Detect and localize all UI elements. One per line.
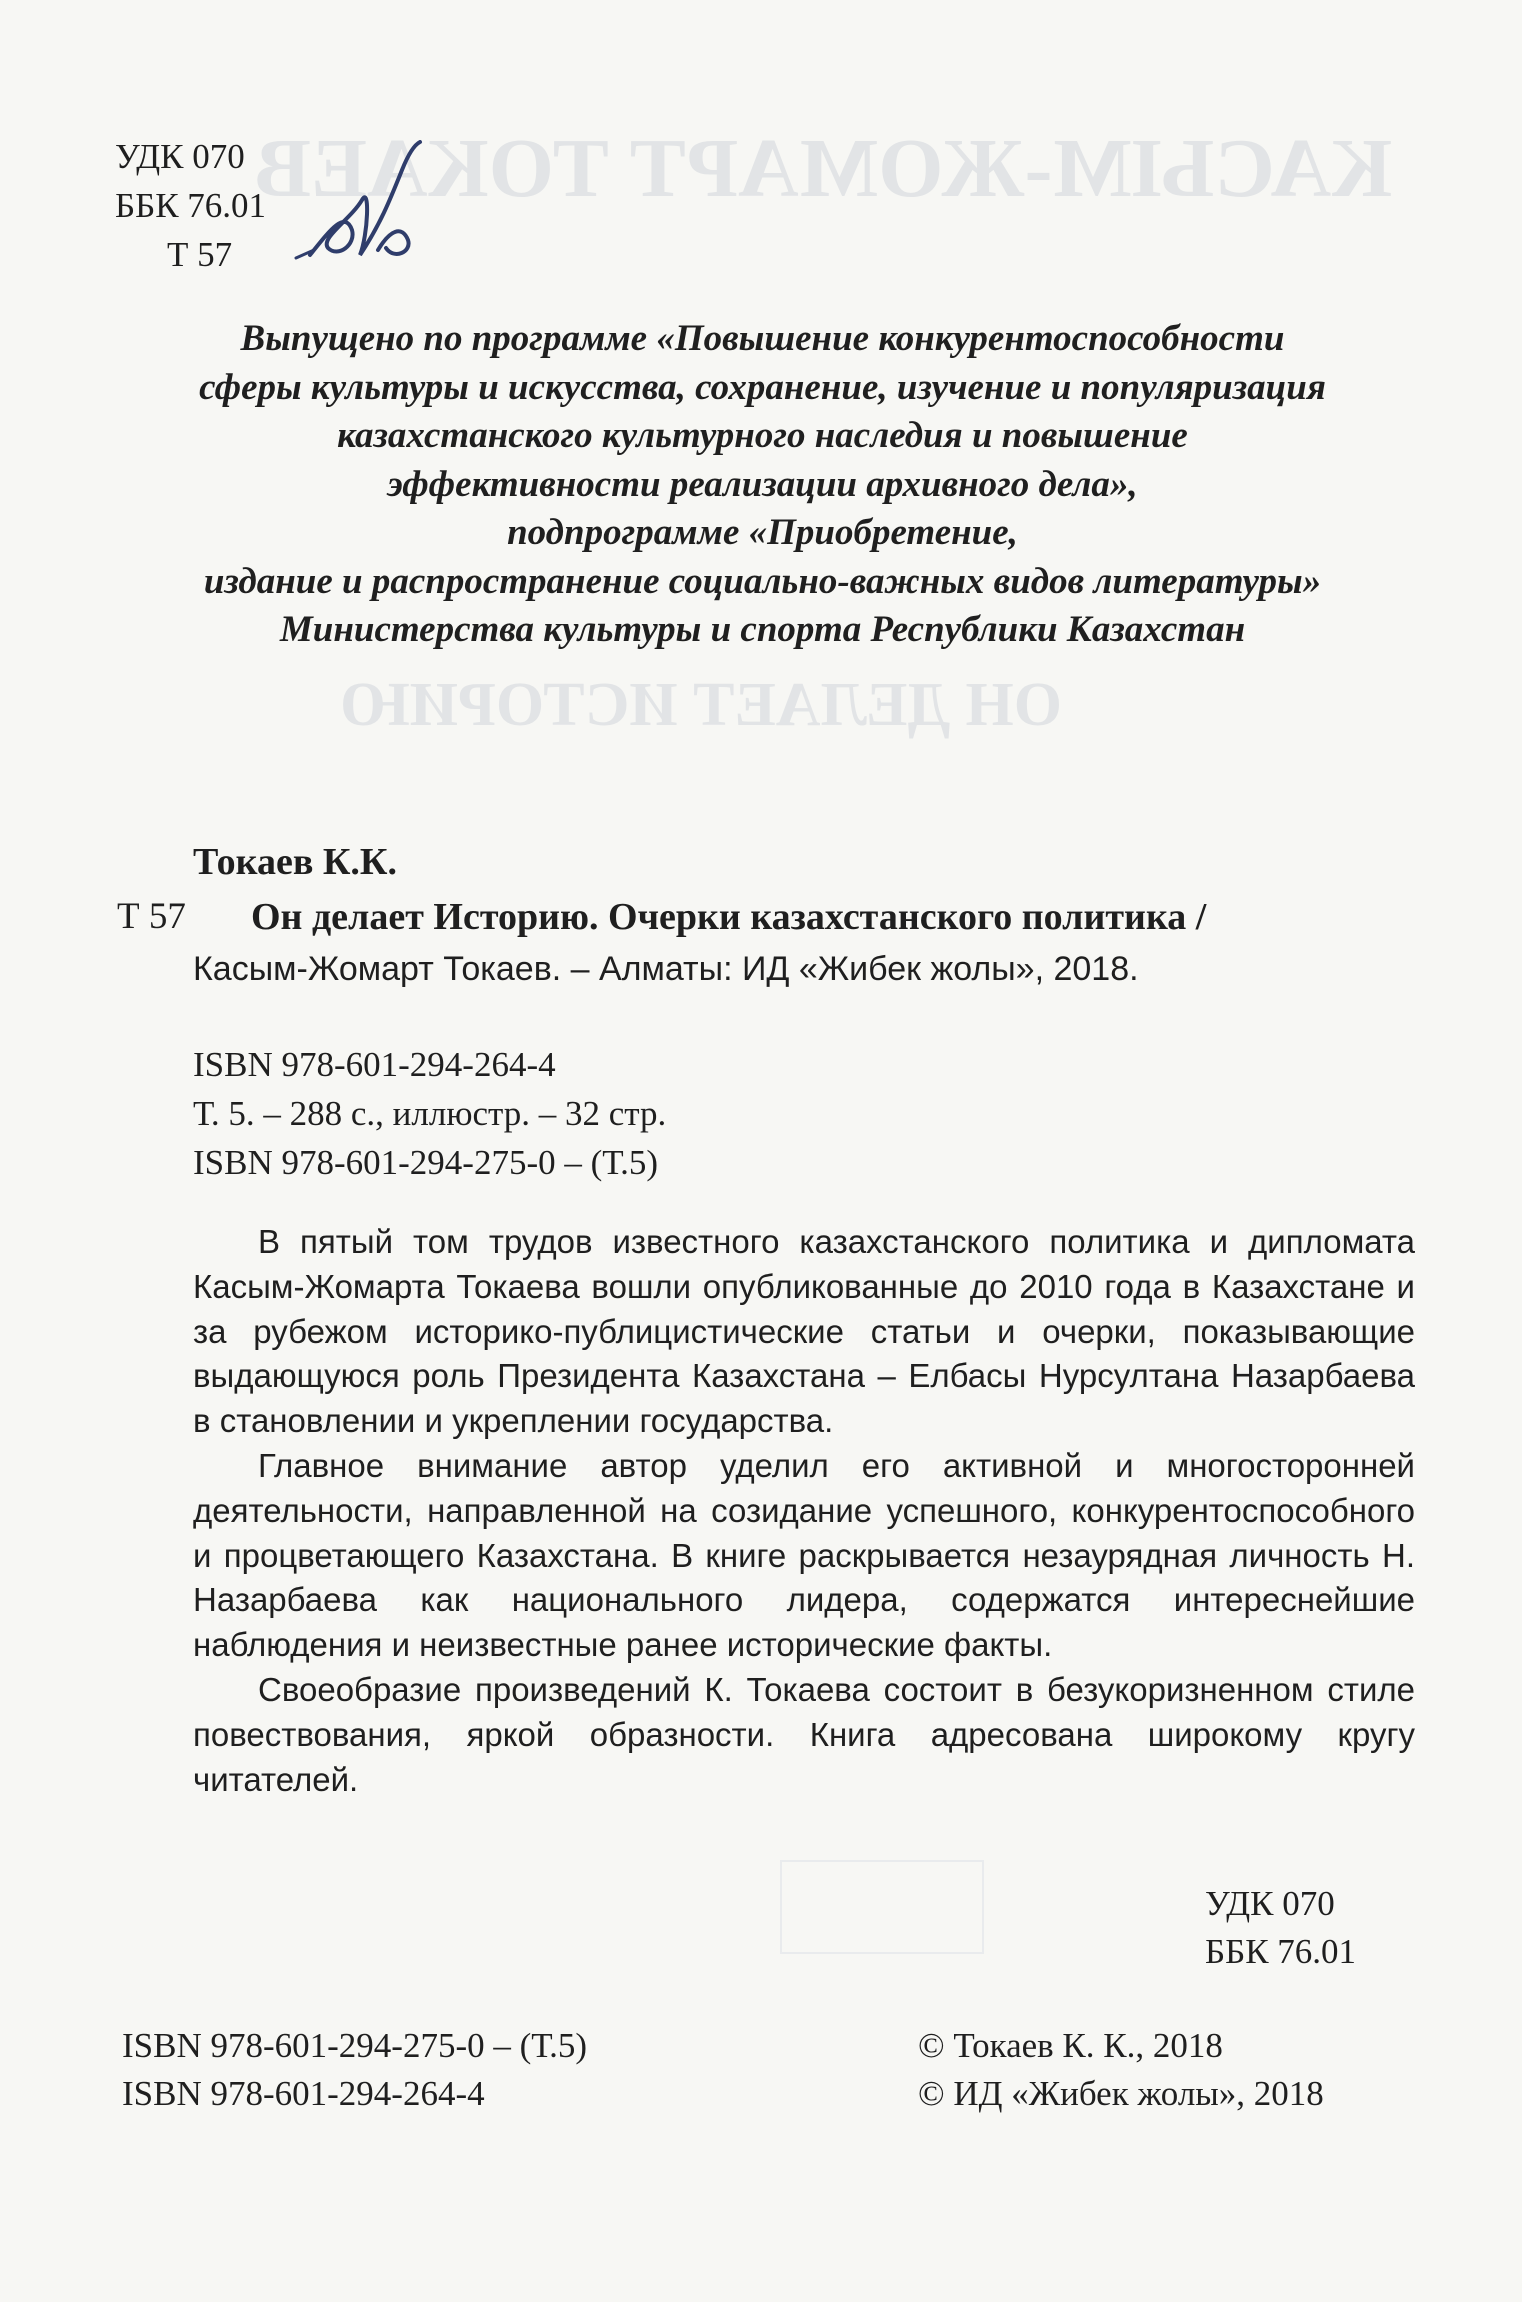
book-title: Он делает Историю. Очерки казахстанского политика / (251, 896, 1207, 938)
bbk-code: ББК 76.01 (115, 186, 267, 225)
isbn-volume: ISBN 978-601-294-275-0 – (Т.5) (193, 1143, 659, 1182)
program-line: казахстанского культурного наследия и повышение (337, 415, 1188, 456)
annotation-paragraph: Главное внимание автор уделил его активной и многосторонней деятельности, направленной на созидание успешного, конкурентоспособного и процветающего Казахстана. В книге раскрывается незаурядная личность Н. Назарбаева как национального лидера, содержатся интереснейшие наблюдения и неизвестные ранее исторические факты. (193, 1446, 1415, 1664)
copyright-block (918, 2022, 1324, 2118)
author-mark: Т 57 (167, 235, 233, 274)
annotation-paragraph: Своеобразие произведений К. Токаева состоит в безукоризненном стиле повествования, яркой образности. Книга адресована широкому кругу читателей. (193, 1670, 1415, 1798)
program-line: сферы культуры и искусства, сохранение, изучение и популяризация (199, 366, 1326, 408)
bbk-code: ББК 76.01 (1205, 1932, 1357, 1971)
show-through-text: ОН ДЕЛАЕТ ИСТОРИЮ (340, 671, 1062, 739)
isbn-set: ISBN 978-601-294-264-4 (193, 1045, 556, 1084)
show-through-frame (780, 1860, 984, 1954)
author-heading: Токаев К.К. (193, 841, 397, 883)
author-mark: Т 57 (117, 896, 186, 937)
isbn-footer (122, 2022, 587, 2118)
program-line: Выпущено по программе «Повышение конкурентоспособности (240, 318, 1285, 359)
program-line: издание и распространение социально-важных видов литературы» (203, 560, 1322, 602)
udk-code: УДК 070 (1205, 1884, 1335, 1923)
volume-info: Т. 5. – 288 с., иллюстр. – 32 стр. (193, 1094, 667, 1133)
show-through-text: КАСЫМ-ЖОМАРТ ТОКАЕВ (255, 122, 1393, 215)
program-note (40, 315, 1485, 655)
copyright-publisher: © ИД «Жибек жолы», 2018 (918, 2074, 1324, 2113)
program-line: подпрограмме «Приобретение, (507, 512, 1018, 553)
annotation-paragraph: В пятый том трудов известного казахстанского политика и дипломата Касым-Жомарта Токаева вошли опубликованные до 2010 года в Казахстане и за рубежом историко-публицистические статьи и очерки, показывающие выдающуюся роль Президента Казахстана – Елбасы Нурсултана Назарбаева в становлении и укреплении государства. (193, 1223, 1415, 1440)
isbn-set: ISBN 978-601-294-264-4 (122, 2074, 485, 2113)
program-line: эффективности реализации архивного дела», (387, 463, 1138, 505)
isbn-block (193, 1040, 666, 1187)
classification-codes-top (115, 132, 266, 279)
isbn-volume: ISBN 978-601-294-275-0 – (Т.5) (122, 2026, 588, 2065)
handwritten-signature (290, 140, 440, 290)
udk-code: УДК 070 (115, 137, 245, 176)
program-line: Министерства культуры и спорта Республики Казахстан (279, 609, 1246, 650)
classification-codes-bottom (1205, 1880, 1356, 1976)
annotation (193, 1220, 1415, 1802)
copyright-author: © Токаев К. К., 2018 (918, 2026, 1223, 2065)
imprint-line: Касым-Жомарт Токаев. – Алматы: ИД «Жибек жолы», 2018. (193, 950, 1139, 988)
